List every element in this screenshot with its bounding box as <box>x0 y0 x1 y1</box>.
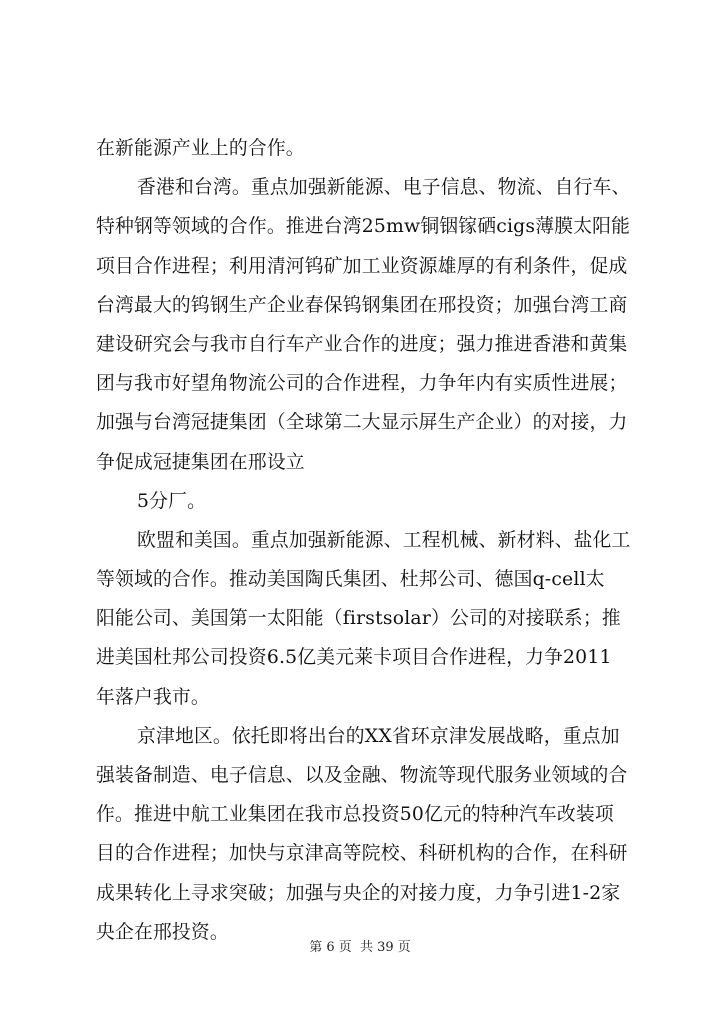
text-line: 阳能公司、美国第一太阳能（firstsolar）公司的对接联系；推 <box>96 608 621 630</box>
text-line: 特种钢等领域的合作。推进台湾25mw铜铟镓硒cigs薄膜太阳能 <box>96 216 631 238</box>
text-line: 进美国杜邦公司投资6.5亿美元莱卡项目合作进程，力争2011 <box>96 647 612 669</box>
text-line: 成果转化上寻求突破；加强与央企的对接力度，力争引进1-2家 <box>96 882 621 904</box>
page-number: 第 6 页 共 39 页 <box>309 940 411 955</box>
text-line: 等领域的合作。推动美国陶氏集团、杜邦公司、德国q-cell太 <box>96 569 605 591</box>
text-line: 建设研究会与我市自行车产业合作的进度；强力推进香港和黄集 <box>96 333 628 355</box>
text-line: 5分厂。 <box>137 490 207 512</box>
text-line: 在新能源产业上的合作。 <box>96 138 305 159</box>
page-footer <box>0 939 720 957</box>
text-line: 年落户我市。 <box>96 686 210 708</box>
text-line: 争促成冠捷集团在邢设立 <box>96 451 305 473</box>
text-line: 作。推进中航工业集团在我市总投资50亿元的特种汽车改装项 <box>96 804 614 826</box>
text-line: 项目合作进程；利用清河钨矿加工业资源雄厚的有利条件，促成 <box>96 255 628 277</box>
text-line: 台湾最大的钨钢生产企业春保钨钢集团在邢投资；加强台湾工商 <box>96 294 628 316</box>
text-line: 团与我市好望角物流公司的合作进程，力争年内有实质性进展； <box>96 373 628 395</box>
text-line: 目的合作进程；加快与京津高等院校、科研机构的合作，在科研 <box>96 843 628 865</box>
text-line: 加强与台湾冠捷集团（全球第二大显示屏生产企业）的对接，力 <box>96 412 628 434</box>
paragraph-beijing-tianjin: 京津地区。依托即将出台的XX省环京津发展战略，重点加 <box>137 725 620 747</box>
document-body <box>96 129 636 952</box>
text-line: 强装备制造、电子信息、以及金融、物流等现代服务业领域的合 <box>96 765 628 786</box>
text-line: 央企在邢投资。 <box>96 921 229 943</box>
paragraph-eu-usa: 欧盟和美国。重点加强新能源、工程机械、新材料、盐化工 <box>137 529 631 551</box>
paragraph-hongkong-taiwan: 香港和台湾。重点加强新能源、电子信息、物流、自行车、 <box>137 177 631 199</box>
